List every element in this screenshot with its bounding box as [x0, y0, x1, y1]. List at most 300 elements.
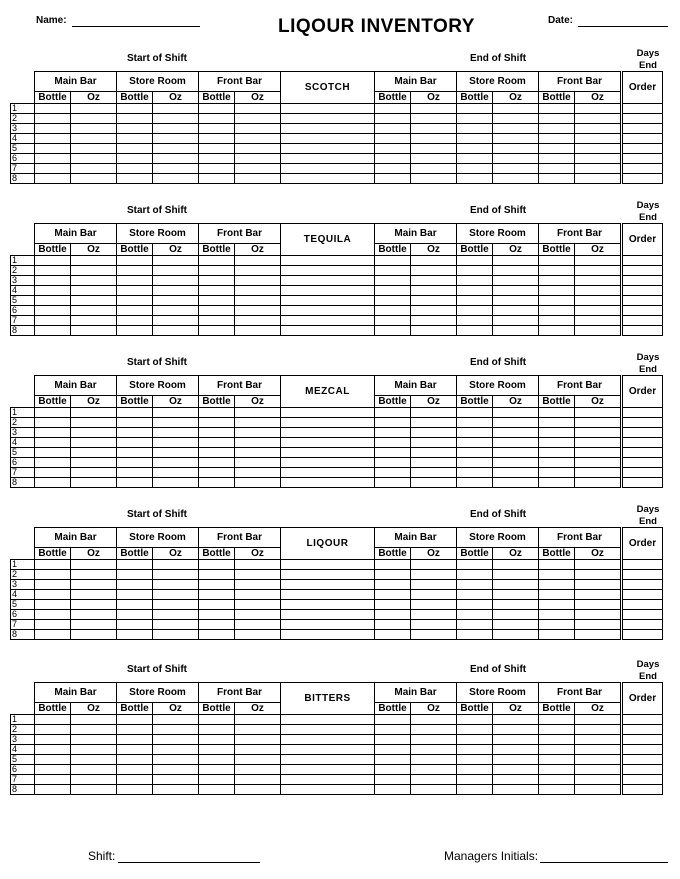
item-name-cell[interactable] [281, 306, 375, 316]
count-cell[interactable] [539, 755, 575, 765]
item-name-cell[interactable] [281, 745, 375, 755]
count-cell[interactable] [457, 174, 493, 184]
count-cell[interactable] [539, 745, 575, 755]
count-cell[interactable] [153, 600, 199, 610]
count-cell[interactable] [411, 580, 457, 590]
order-cell[interactable] [623, 468, 663, 478]
count-cell[interactable] [35, 256, 71, 266]
count-cell[interactable] [575, 570, 621, 580]
count-cell[interactable] [35, 286, 71, 296]
count-cell[interactable] [153, 590, 199, 600]
count-cell[interactable] [117, 775, 153, 785]
count-cell[interactable] [117, 620, 153, 630]
count-cell[interactable] [235, 114, 281, 124]
count-cell[interactable] [493, 164, 539, 174]
count-cell[interactable] [411, 775, 457, 785]
count-cell[interactable] [493, 478, 539, 488]
count-cell[interactable] [35, 408, 71, 418]
count-cell[interactable] [117, 114, 153, 124]
count-cell[interactable] [35, 164, 71, 174]
count-cell[interactable] [35, 620, 71, 630]
count-cell[interactable] [35, 104, 71, 114]
count-cell[interactable] [153, 114, 199, 124]
count-cell[interactable] [35, 296, 71, 306]
count-cell[interactable] [117, 755, 153, 765]
count-cell[interactable] [411, 428, 457, 438]
count-cell[interactable] [199, 468, 235, 478]
count-cell[interactable] [375, 114, 411, 124]
order-cell[interactable] [623, 785, 663, 795]
count-cell[interactable] [411, 124, 457, 134]
count-cell[interactable] [117, 124, 153, 134]
count-cell[interactable] [153, 448, 199, 458]
count-cell[interactable] [539, 468, 575, 478]
count-cell[interactable] [575, 154, 621, 164]
order-cell[interactable] [623, 745, 663, 755]
count-cell[interactable] [493, 438, 539, 448]
count-cell[interactable] [411, 560, 457, 570]
count-cell[interactable] [575, 458, 621, 468]
count-cell[interactable] [71, 715, 117, 725]
count-cell[interactable] [153, 164, 199, 174]
item-name-cell[interactable] [281, 735, 375, 745]
count-cell[interactable] [117, 134, 153, 144]
order-cell[interactable] [623, 725, 663, 735]
count-cell[interactable] [493, 428, 539, 438]
order-cell[interactable] [623, 306, 663, 316]
count-cell[interactable] [235, 296, 281, 306]
count-cell[interactable] [539, 570, 575, 580]
count-cell[interactable] [153, 765, 199, 775]
count-cell[interactable] [199, 104, 235, 114]
count-cell[interactable] [117, 590, 153, 600]
item-name-cell[interactable] [281, 276, 375, 286]
count-cell[interactable] [199, 590, 235, 600]
count-cell[interactable] [375, 560, 411, 570]
count-cell[interactable] [411, 266, 457, 276]
count-cell[interactable] [117, 276, 153, 286]
count-cell[interactable] [493, 276, 539, 286]
item-name-cell[interactable] [281, 104, 375, 114]
count-cell[interactable] [35, 735, 71, 745]
count-cell[interactable] [35, 468, 71, 478]
count-cell[interactable] [493, 134, 539, 144]
count-cell[interactable] [35, 144, 71, 154]
item-name-cell[interactable] [281, 428, 375, 438]
count-cell[interactable] [117, 164, 153, 174]
order-cell[interactable] [623, 600, 663, 610]
item-name-cell[interactable] [281, 570, 375, 580]
count-cell[interactable] [493, 326, 539, 336]
count-cell[interactable] [117, 256, 153, 266]
count-cell[interactable] [575, 428, 621, 438]
count-cell[interactable] [199, 560, 235, 570]
count-cell[interactable] [71, 144, 117, 154]
count-cell[interactable] [71, 478, 117, 488]
count-cell[interactable] [539, 174, 575, 184]
count-cell[interactable] [71, 458, 117, 468]
count-cell[interactable] [235, 580, 281, 590]
count-cell[interactable] [199, 580, 235, 590]
count-cell[interactable] [117, 765, 153, 775]
count-cell[interactable] [35, 775, 71, 785]
count-cell[interactable] [539, 114, 575, 124]
count-cell[interactable] [71, 570, 117, 580]
order-cell[interactable] [623, 104, 663, 114]
count-cell[interactable] [375, 448, 411, 458]
count-cell[interactable] [457, 438, 493, 448]
item-name-cell[interactable] [281, 438, 375, 448]
count-cell[interactable] [235, 104, 281, 114]
count-cell[interactable] [117, 715, 153, 725]
count-cell[interactable] [117, 266, 153, 276]
count-cell[interactable] [411, 418, 457, 428]
count-cell[interactable] [375, 154, 411, 164]
count-cell[interactable] [539, 144, 575, 154]
count-cell[interactable] [575, 590, 621, 600]
count-cell[interactable] [71, 276, 117, 286]
count-cell[interactable] [153, 775, 199, 785]
count-cell[interactable] [71, 114, 117, 124]
count-cell[interactable] [35, 418, 71, 428]
count-cell[interactable] [457, 408, 493, 418]
count-cell[interactable] [71, 630, 117, 640]
count-cell[interactable] [457, 468, 493, 478]
count-cell[interactable] [153, 154, 199, 164]
order-cell[interactable] [623, 580, 663, 590]
count-cell[interactable] [71, 418, 117, 428]
count-cell[interactable] [493, 418, 539, 428]
count-cell[interactable] [153, 144, 199, 154]
count-cell[interactable] [153, 785, 199, 795]
count-cell[interactable] [457, 775, 493, 785]
count-cell[interactable] [71, 590, 117, 600]
count-cell[interactable] [457, 560, 493, 570]
count-cell[interactable] [153, 286, 199, 296]
count-cell[interactable] [235, 174, 281, 184]
count-cell[interactable] [375, 610, 411, 620]
count-cell[interactable] [235, 735, 281, 745]
count-cell[interactable] [117, 306, 153, 316]
count-cell[interactable] [375, 765, 411, 775]
count-cell[interactable] [493, 765, 539, 775]
count-cell[interactable] [199, 408, 235, 418]
count-cell[interactable] [35, 174, 71, 184]
order-cell[interactable] [623, 570, 663, 580]
count-cell[interactable] [235, 316, 281, 326]
count-cell[interactable] [117, 326, 153, 336]
count-cell[interactable] [457, 458, 493, 468]
count-cell[interactable] [117, 745, 153, 755]
item-name-cell[interactable] [281, 458, 375, 468]
count-cell[interactable] [71, 154, 117, 164]
count-cell[interactable] [539, 580, 575, 590]
count-cell[interactable] [235, 610, 281, 620]
count-cell[interactable] [235, 478, 281, 488]
count-cell[interactable] [35, 428, 71, 438]
count-cell[interactable] [411, 715, 457, 725]
count-cell[interactable] [493, 104, 539, 114]
count-cell[interactable] [71, 428, 117, 438]
count-cell[interactable] [457, 114, 493, 124]
count-cell[interactable] [457, 428, 493, 438]
count-cell[interactable] [493, 266, 539, 276]
count-cell[interactable] [575, 144, 621, 154]
count-cell[interactable] [457, 164, 493, 174]
count-cell[interactable] [493, 256, 539, 266]
count-cell[interactable] [35, 458, 71, 468]
managers-initials-field[interactable] [540, 862, 668, 863]
count-cell[interactable] [35, 600, 71, 610]
count-cell[interactable] [235, 458, 281, 468]
count-cell[interactable] [35, 326, 71, 336]
count-cell[interactable] [539, 600, 575, 610]
count-cell[interactable] [199, 306, 235, 316]
count-cell[interactable] [575, 164, 621, 174]
count-cell[interactable] [71, 448, 117, 458]
count-cell[interactable] [235, 408, 281, 418]
count-cell[interactable] [199, 428, 235, 438]
count-cell[interactable] [199, 600, 235, 610]
count-cell[interactable] [493, 458, 539, 468]
count-cell[interactable] [375, 785, 411, 795]
count-cell[interactable] [35, 745, 71, 755]
count-cell[interactable] [539, 438, 575, 448]
count-cell[interactable] [199, 418, 235, 428]
count-cell[interactable] [35, 124, 71, 134]
count-cell[interactable] [575, 610, 621, 620]
count-cell[interactable] [539, 134, 575, 144]
count-cell[interactable] [457, 296, 493, 306]
count-cell[interactable] [153, 755, 199, 765]
count-cell[interactable] [117, 408, 153, 418]
count-cell[interactable] [71, 580, 117, 590]
count-cell[interactable] [411, 448, 457, 458]
order-cell[interactable] [623, 610, 663, 620]
count-cell[interactable] [575, 735, 621, 745]
count-cell[interactable] [575, 174, 621, 184]
count-cell[interactable] [35, 590, 71, 600]
order-cell[interactable] [623, 134, 663, 144]
count-cell[interactable] [411, 286, 457, 296]
order-cell[interactable] [623, 715, 663, 725]
count-cell[interactable] [117, 600, 153, 610]
count-cell[interactable] [153, 428, 199, 438]
count-cell[interactable] [575, 326, 621, 336]
count-cell[interactable] [199, 610, 235, 620]
item-name-cell[interactable] [281, 296, 375, 306]
count-cell[interactable] [457, 306, 493, 316]
count-cell[interactable] [539, 296, 575, 306]
order-cell[interactable] [623, 620, 663, 630]
count-cell[interactable] [153, 458, 199, 468]
item-name-cell[interactable] [281, 715, 375, 725]
count-cell[interactable] [575, 286, 621, 296]
count-cell[interactable] [493, 600, 539, 610]
count-cell[interactable] [71, 560, 117, 570]
order-cell[interactable] [623, 735, 663, 745]
count-cell[interactable] [235, 144, 281, 154]
count-cell[interactable] [539, 286, 575, 296]
count-cell[interactable] [539, 715, 575, 725]
count-cell[interactable] [493, 735, 539, 745]
order-cell[interactable] [623, 428, 663, 438]
count-cell[interactable] [71, 256, 117, 266]
count-cell[interactable] [411, 755, 457, 765]
count-cell[interactable] [71, 620, 117, 630]
count-cell[interactable] [411, 326, 457, 336]
count-cell[interactable] [71, 610, 117, 620]
count-cell[interactable] [539, 256, 575, 266]
count-cell[interactable] [411, 316, 457, 326]
count-cell[interactable] [411, 134, 457, 144]
count-cell[interactable] [199, 114, 235, 124]
count-cell[interactable] [235, 326, 281, 336]
item-name-cell[interactable] [281, 478, 375, 488]
count-cell[interactable] [199, 256, 235, 266]
count-cell[interactable] [493, 316, 539, 326]
count-cell[interactable] [35, 715, 71, 725]
count-cell[interactable] [71, 134, 117, 144]
count-cell[interactable] [35, 276, 71, 286]
count-cell[interactable] [539, 326, 575, 336]
date-field[interactable] [578, 26, 668, 27]
count-cell[interactable] [199, 144, 235, 154]
count-cell[interactable] [411, 296, 457, 306]
count-cell[interactable] [153, 306, 199, 316]
count-cell[interactable] [71, 174, 117, 184]
count-cell[interactable] [117, 316, 153, 326]
count-cell[interactable] [153, 418, 199, 428]
count-cell[interactable] [539, 154, 575, 164]
count-cell[interactable] [539, 620, 575, 630]
count-cell[interactable] [71, 735, 117, 745]
count-cell[interactable] [539, 458, 575, 468]
count-cell[interactable] [71, 316, 117, 326]
count-cell[interactable] [71, 725, 117, 735]
count-cell[interactable] [539, 590, 575, 600]
count-cell[interactable] [153, 276, 199, 286]
count-cell[interactable] [411, 154, 457, 164]
count-cell[interactable] [575, 560, 621, 570]
item-name-cell[interactable] [281, 408, 375, 418]
count-cell[interactable] [457, 144, 493, 154]
count-cell[interactable] [71, 306, 117, 316]
count-cell[interactable] [411, 620, 457, 630]
count-cell[interactable] [35, 438, 71, 448]
count-cell[interactable] [71, 785, 117, 795]
count-cell[interactable] [375, 468, 411, 478]
count-cell[interactable] [71, 600, 117, 610]
count-cell[interactable] [117, 610, 153, 620]
order-cell[interactable] [623, 775, 663, 785]
count-cell[interactable] [575, 580, 621, 590]
item-name-cell[interactable] [281, 286, 375, 296]
count-cell[interactable] [575, 408, 621, 418]
order-cell[interactable] [623, 114, 663, 124]
count-cell[interactable] [539, 164, 575, 174]
count-cell[interactable] [71, 104, 117, 114]
order-cell[interactable] [623, 276, 663, 286]
item-name-cell[interactable] [281, 580, 375, 590]
count-cell[interactable] [411, 745, 457, 755]
count-cell[interactable] [457, 326, 493, 336]
order-cell[interactable] [623, 765, 663, 775]
count-cell[interactable] [71, 296, 117, 306]
count-cell[interactable] [235, 600, 281, 610]
order-cell[interactable] [623, 408, 663, 418]
order-cell[interactable] [623, 418, 663, 428]
count-cell[interactable] [375, 266, 411, 276]
count-cell[interactable] [411, 570, 457, 580]
item-name-cell[interactable] [281, 610, 375, 620]
count-cell[interactable] [71, 266, 117, 276]
count-cell[interactable] [411, 408, 457, 418]
count-cell[interactable] [375, 326, 411, 336]
count-cell[interactable] [411, 164, 457, 174]
item-name-cell[interactable] [281, 124, 375, 134]
count-cell[interactable] [153, 745, 199, 755]
count-cell[interactable] [575, 134, 621, 144]
count-cell[interactable] [575, 765, 621, 775]
count-cell[interactable] [375, 256, 411, 266]
count-cell[interactable] [539, 478, 575, 488]
item-name-cell[interactable] [281, 785, 375, 795]
count-cell[interactable] [411, 114, 457, 124]
count-cell[interactable] [457, 154, 493, 164]
count-cell[interactable] [457, 610, 493, 620]
count-cell[interactable] [199, 448, 235, 458]
count-cell[interactable] [411, 144, 457, 154]
count-cell[interactable] [35, 610, 71, 620]
count-cell[interactable] [493, 144, 539, 154]
count-cell[interactable] [199, 266, 235, 276]
count-cell[interactable] [235, 124, 281, 134]
count-cell[interactable] [493, 286, 539, 296]
count-cell[interactable] [575, 715, 621, 725]
order-cell[interactable] [623, 326, 663, 336]
count-cell[interactable] [375, 458, 411, 468]
count-cell[interactable] [575, 630, 621, 640]
count-cell[interactable] [375, 124, 411, 134]
count-cell[interactable] [71, 326, 117, 336]
count-cell[interactable] [375, 418, 411, 428]
count-cell[interactable] [35, 785, 71, 795]
count-cell[interactable] [235, 715, 281, 725]
count-cell[interactable] [153, 174, 199, 184]
count-cell[interactable] [235, 418, 281, 428]
count-cell[interactable] [235, 590, 281, 600]
count-cell[interactable] [493, 408, 539, 418]
count-cell[interactable] [235, 266, 281, 276]
order-cell[interactable] [623, 478, 663, 488]
count-cell[interactable] [493, 560, 539, 570]
count-cell[interactable] [117, 296, 153, 306]
count-cell[interactable] [375, 438, 411, 448]
order-cell[interactable] [623, 448, 663, 458]
count-cell[interactable] [575, 266, 621, 276]
count-cell[interactable] [235, 286, 281, 296]
count-cell[interactable] [117, 580, 153, 590]
count-cell[interactable] [375, 408, 411, 418]
count-cell[interactable] [199, 296, 235, 306]
count-cell[interactable] [153, 725, 199, 735]
count-cell[interactable] [375, 735, 411, 745]
item-name-cell[interactable] [281, 600, 375, 610]
count-cell[interactable] [411, 610, 457, 620]
count-cell[interactable] [375, 755, 411, 765]
count-cell[interactable] [35, 154, 71, 164]
